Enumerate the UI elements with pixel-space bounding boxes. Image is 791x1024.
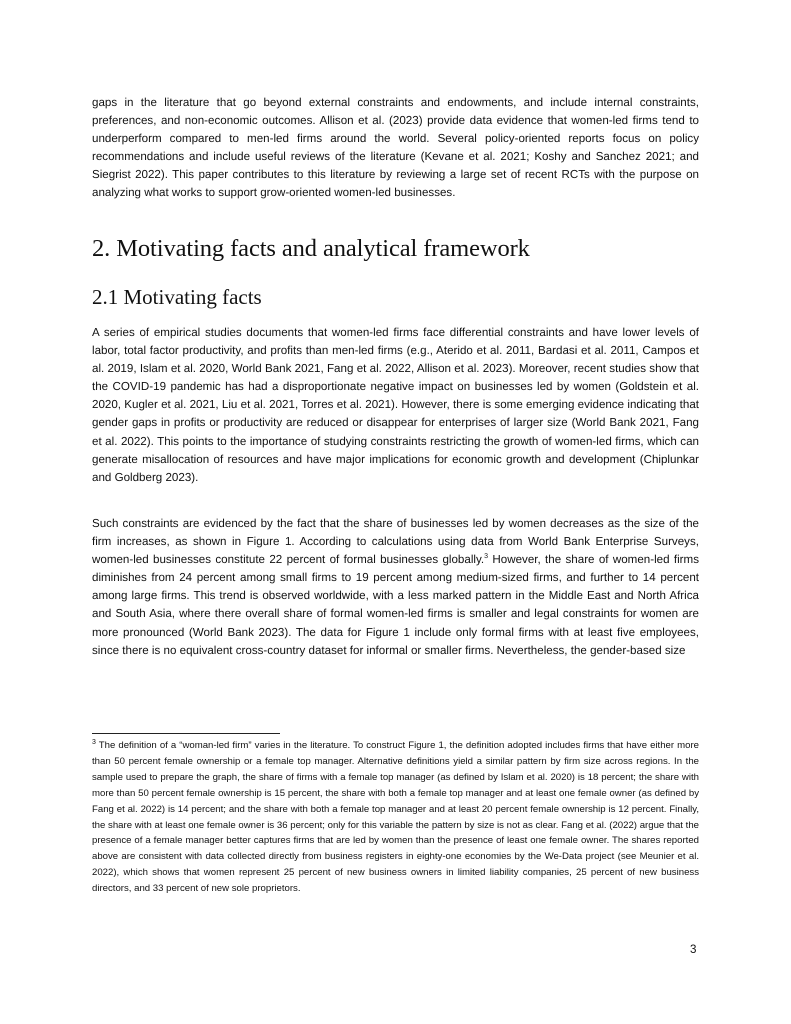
- footnote-reference: 3: [484, 553, 489, 561]
- section-heading: 2. Motivating facts and analytical framework: [92, 235, 530, 262]
- motivating-facts-paragraph-1: A series of empirical studies documents that women-led firms face differential constraints and have lower levels of labor, total factor productivity, and profits than men-led firms (e.g., Aterido et al. 2011, Bardasi et al. 2011, Campos et al. 2019, Islam et al. 2020, World Bank 2021, Fang et al. 2022, Allison et al. 2023). Moreover, recent studies show that the COVID-19 pandemic has had a disproportionate negative impact on businesses led by women (Goldstein et al. 2020, Kugler et al. 2021, Liu et al. 2021, Torres et al. 2021). However, there is some emerging evidence indicating that gender gaps in profits or productivity are reduced or disappear for enterprises of larger size (World Bank 2021, Fang et al. 2022). This points to the importance of studying constraints restricting the growth of women-led firms, which can generate misallocation of resources and have major implications for economic growth and development (Chiplunkar and Goldberg 2023).: [92, 326, 699, 484]
- footnote-text: The definition of a “woman-led firm” varies in the literature. To construct Figure 1, the definition adopted includes firms that have either more than 50 percent female ownership or a female top manager. Alternative definitions yield a similar pattern by firm size across regions. In the sample used to prepare the graph, the share of firms with a female top manager (as defined by Islam et al. 2020) is 18 percent; the share with more than 50 percent female ownership is 15 percent, the share with both a female top manager and at least one female owner (as defined by Fang et al. 2022) is 14 percent; and the share with both a female top manager and at least 20 percent female ownership is 12 percent. Finally, the share with at least one female owner is 36 percent; only for this variable the pattern by size is not as clear. Fang et al. (2022) argue that the presence of a female manager better captures firms that are led by women than the presence of least one female owner. The shares reported above are consistent with data collected directly from business registers in eighty-one economies by the We-Data project (see Meunier et al. 2022), which shows that women represent 25 percent of new business owners in limited liability companies, 25 percent of new business directors, and 33 percent of new sole proprietors.: [92, 740, 699, 895]
- paragraph-2-text-b: However, the share of women-led firms diminishes from 24 percent among small firms to 19 percent among medium-sized firms, and further to 14 percent among large firms. This trend is observed worldwide, with a less marked pattern in the Middle East and North Africa and South Asia, where there overall share of formal women-led firms is smaller and legal constraints for women are more pronounced (World Bank 2023). The data for Figure 1 include only formal firms with at least five employees, since there is no equivalent cross-country dataset for informal or smaller firms. Nevertheless, the gender-based size: [92, 553, 699, 657]
- intro-paragraph: gaps in the literature that go beyond external constraints and endowments, and include internal constraints, preferences, and non-economic outcomes. Allison et al. (2023) provide data evidence that women-led firms tend to underperform compared to men-led firms around the world. Several policy-oriented reports focus on policy recommendations and include useful reviews of the literature (Kevane et al. 2021; Koshy and Sanchez 2021; and Siegrist 2022). This paper contributes to this literature by reviewing a large set of recent RCTs with the purpose on analyzing what works to support grow-oriented women-led businesses.: [92, 96, 699, 200]
- paragraph-2-text-a: Such constraints are evidenced by the fact that the share of businesses led by women decreases as the size of the firm increases, as shown in Figure 1. According to calculations using data from World Bank Enterprise Surveys, women-led businesses constitute 22 percent of formal businesses globally.: [92, 517, 699, 567]
- footnote: [92, 738, 699, 897]
- page-number: 3: [690, 943, 697, 956]
- subsection-heading: 2.1 Motivating facts: [92, 285, 262, 309]
- footnote-marker: 3: [92, 738, 96, 746]
- footnote-separator: [92, 733, 280, 734]
- motivating-facts-paragraph-2: [92, 515, 699, 660]
